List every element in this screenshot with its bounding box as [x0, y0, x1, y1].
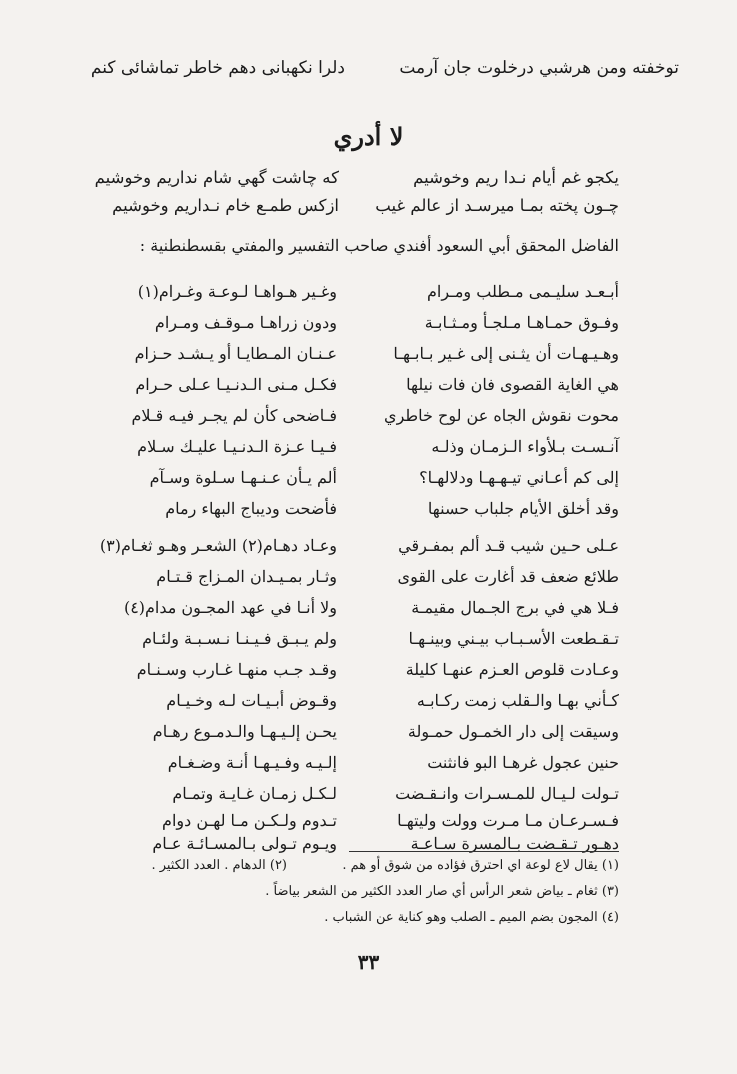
footnote-1: (١) يقال لاع لوعة اي احترق فؤاده من شوق أو هم .	[342, 858, 619, 873]
hemistich-left: ولا أنـا في عهد المجـون مدام(٤)	[123, 598, 337, 617]
hemistich-left: ودون زراهـا مـوقـف ومـرام	[154, 313, 337, 332]
hemistich-left: وقـد جـب منهـا غـارب وسـنـام	[136, 660, 337, 679]
hemistich-left: تـدوم ولـكـن مـا لهـن دوام	[162, 811, 337, 830]
hemistich-right: وعـادت قلوص العـزم عنهـا كليلة	[405, 660, 619, 679]
footnote-divider	[349, 851, 619, 852]
hemistich-left: ويـوم تـولى بـالمسـائـة عـام	[152, 834, 337, 853]
hemistich-left: فـاضحى كأن لم يجـر فيـه قـلام	[131, 406, 337, 425]
hemistich-right: هي الغاية القصوى فان فات نيلها	[406, 375, 619, 394]
persian-verse-2-left: ازكس طمـع خام نـداريم وخوشيم	[112, 196, 339, 215]
hemistich-left: ألم يـأن عـنـهـا سـلوة وسـآم	[149, 468, 337, 487]
hemistich-right: طلائع ضعف قد أغارت على القوى	[397, 567, 619, 586]
hemistich-left: عـنـان المـطايـا أو يـشـد حـزام	[134, 344, 337, 363]
hemistich-right: وهـيـهـات أن يثـنى إلى غـير بـابـهـا	[393, 344, 619, 363]
hemistich-right: فـلا هي في برج الجـمال مقيمـة	[411, 598, 619, 617]
hemistich-left: ولم يـبـق فـيـنـا نـسـبـة ولئـام	[142, 629, 337, 648]
footnote-4: (٤) المجون بضم الميم ـ الصلب وهو كناية عن الشباب .	[324, 910, 619, 925]
footnote-2: (٢) الدهام . العدد الكثير .	[151, 858, 287, 873]
page-number: ٣٣	[357, 950, 380, 974]
poem-introduction: الفاضل المحقق أبي السعود أفندي صاحب التفسير والمفتي بقسطنطنية :	[139, 236, 619, 255]
persian-verse-2-right: چـون پخته بمـا ميرسـد از عالم غيب	[375, 196, 619, 215]
hemistich-left: وعـاد دهـام(٢) الشعـر وهـو ثغـام(٣)	[99, 536, 337, 555]
hemistich-left: لـكـل زمـان غـايـة وتمـام	[172, 784, 337, 803]
hemistich-right: إلى كم أعـاني تيـهـهـا ودلالهـا؟	[419, 468, 619, 487]
hemistich-right: حنين عجول غرهـا البو فانثنت	[427, 753, 619, 772]
hemistich-right: وقد أخلق الأيام جلباب حسنها	[427, 499, 619, 518]
poem-title: لا أدري	[333, 122, 404, 151]
hemistich-left: وغـير هـواهـا لـوعـة وغـرام(١)	[137, 282, 337, 301]
hemistich-left: فـيـا عـزة الـدنـيـا عليـك سـلام	[137, 437, 337, 456]
persian-verse-1-left: كه چاشت گهي شام نداريم وخوشيم	[94, 168, 339, 187]
hemistich-right: تـولت لـيـال للمـسـرات وانـقـضت	[395, 784, 619, 803]
header-verse-right: توخفته ومن هرشبي درخلوت جان آرمت	[399, 58, 679, 78]
hemistich-right: دهـور تـقـضت بـالمسرة سـاعـة	[410, 834, 619, 853]
hemistich-right: وسيقت إلى دار الخمـول حمـولة	[407, 722, 619, 741]
hemistich-right: أبـعـد سليـمى مـطلب ومـرام	[426, 282, 619, 301]
hemistich-left: إلـيـه وفـيـهـا أنـة وضـغـام	[167, 753, 337, 772]
footnote-3: (٣) ثغام ـ بياض شعر الرأس أي صار العدد الكثير من الشعر بياضاً .	[265, 884, 619, 899]
header-verse-left: دلرا نكهبانى دهم خاطر تماشائى كنم	[90, 58, 345, 78]
hemistich-right: فـسـرعـان مـا مـرت وولت وليتهـا	[397, 811, 619, 830]
hemistich-left: وثـار بمـيـدان المـزاج قـتـام	[156, 567, 337, 586]
hemistich-right: محوت نقوش الجاه عن لوح خاطري	[384, 406, 619, 425]
hemistich-left: وقـوض أبـيـات لـه وخـيـام	[166, 691, 337, 710]
hemistich-left: فأضحت وديباج البهاء رمام	[165, 499, 337, 518]
hemistich-right: آنـسـت بـلأواء الـزمـان وذلـه	[431, 437, 619, 456]
hemistich-left: يحـن إلـيـهـا والـدمـوع رهـام	[152, 722, 337, 741]
hemistich-left: فكـل مـنى الـدنـيـا عـلى حـرام	[135, 375, 337, 394]
persian-verse-1-right: يكجو غم أيام نـدا ريم وخوشيم	[413, 168, 619, 187]
hemistich-right: عـلى حـين شيب قـد ألم بمفـرقي	[398, 536, 619, 555]
hemistich-right: تـقـطعت الأسـبـاب بيـني وبينـهـا	[408, 629, 619, 648]
hemistich-right: وفـوق حمـاهـا مـلجـأ ومـثـابـة	[424, 313, 619, 332]
hemistich-right: كـأني بهـا والـقلب زمت ركـابـه	[416, 691, 619, 710]
